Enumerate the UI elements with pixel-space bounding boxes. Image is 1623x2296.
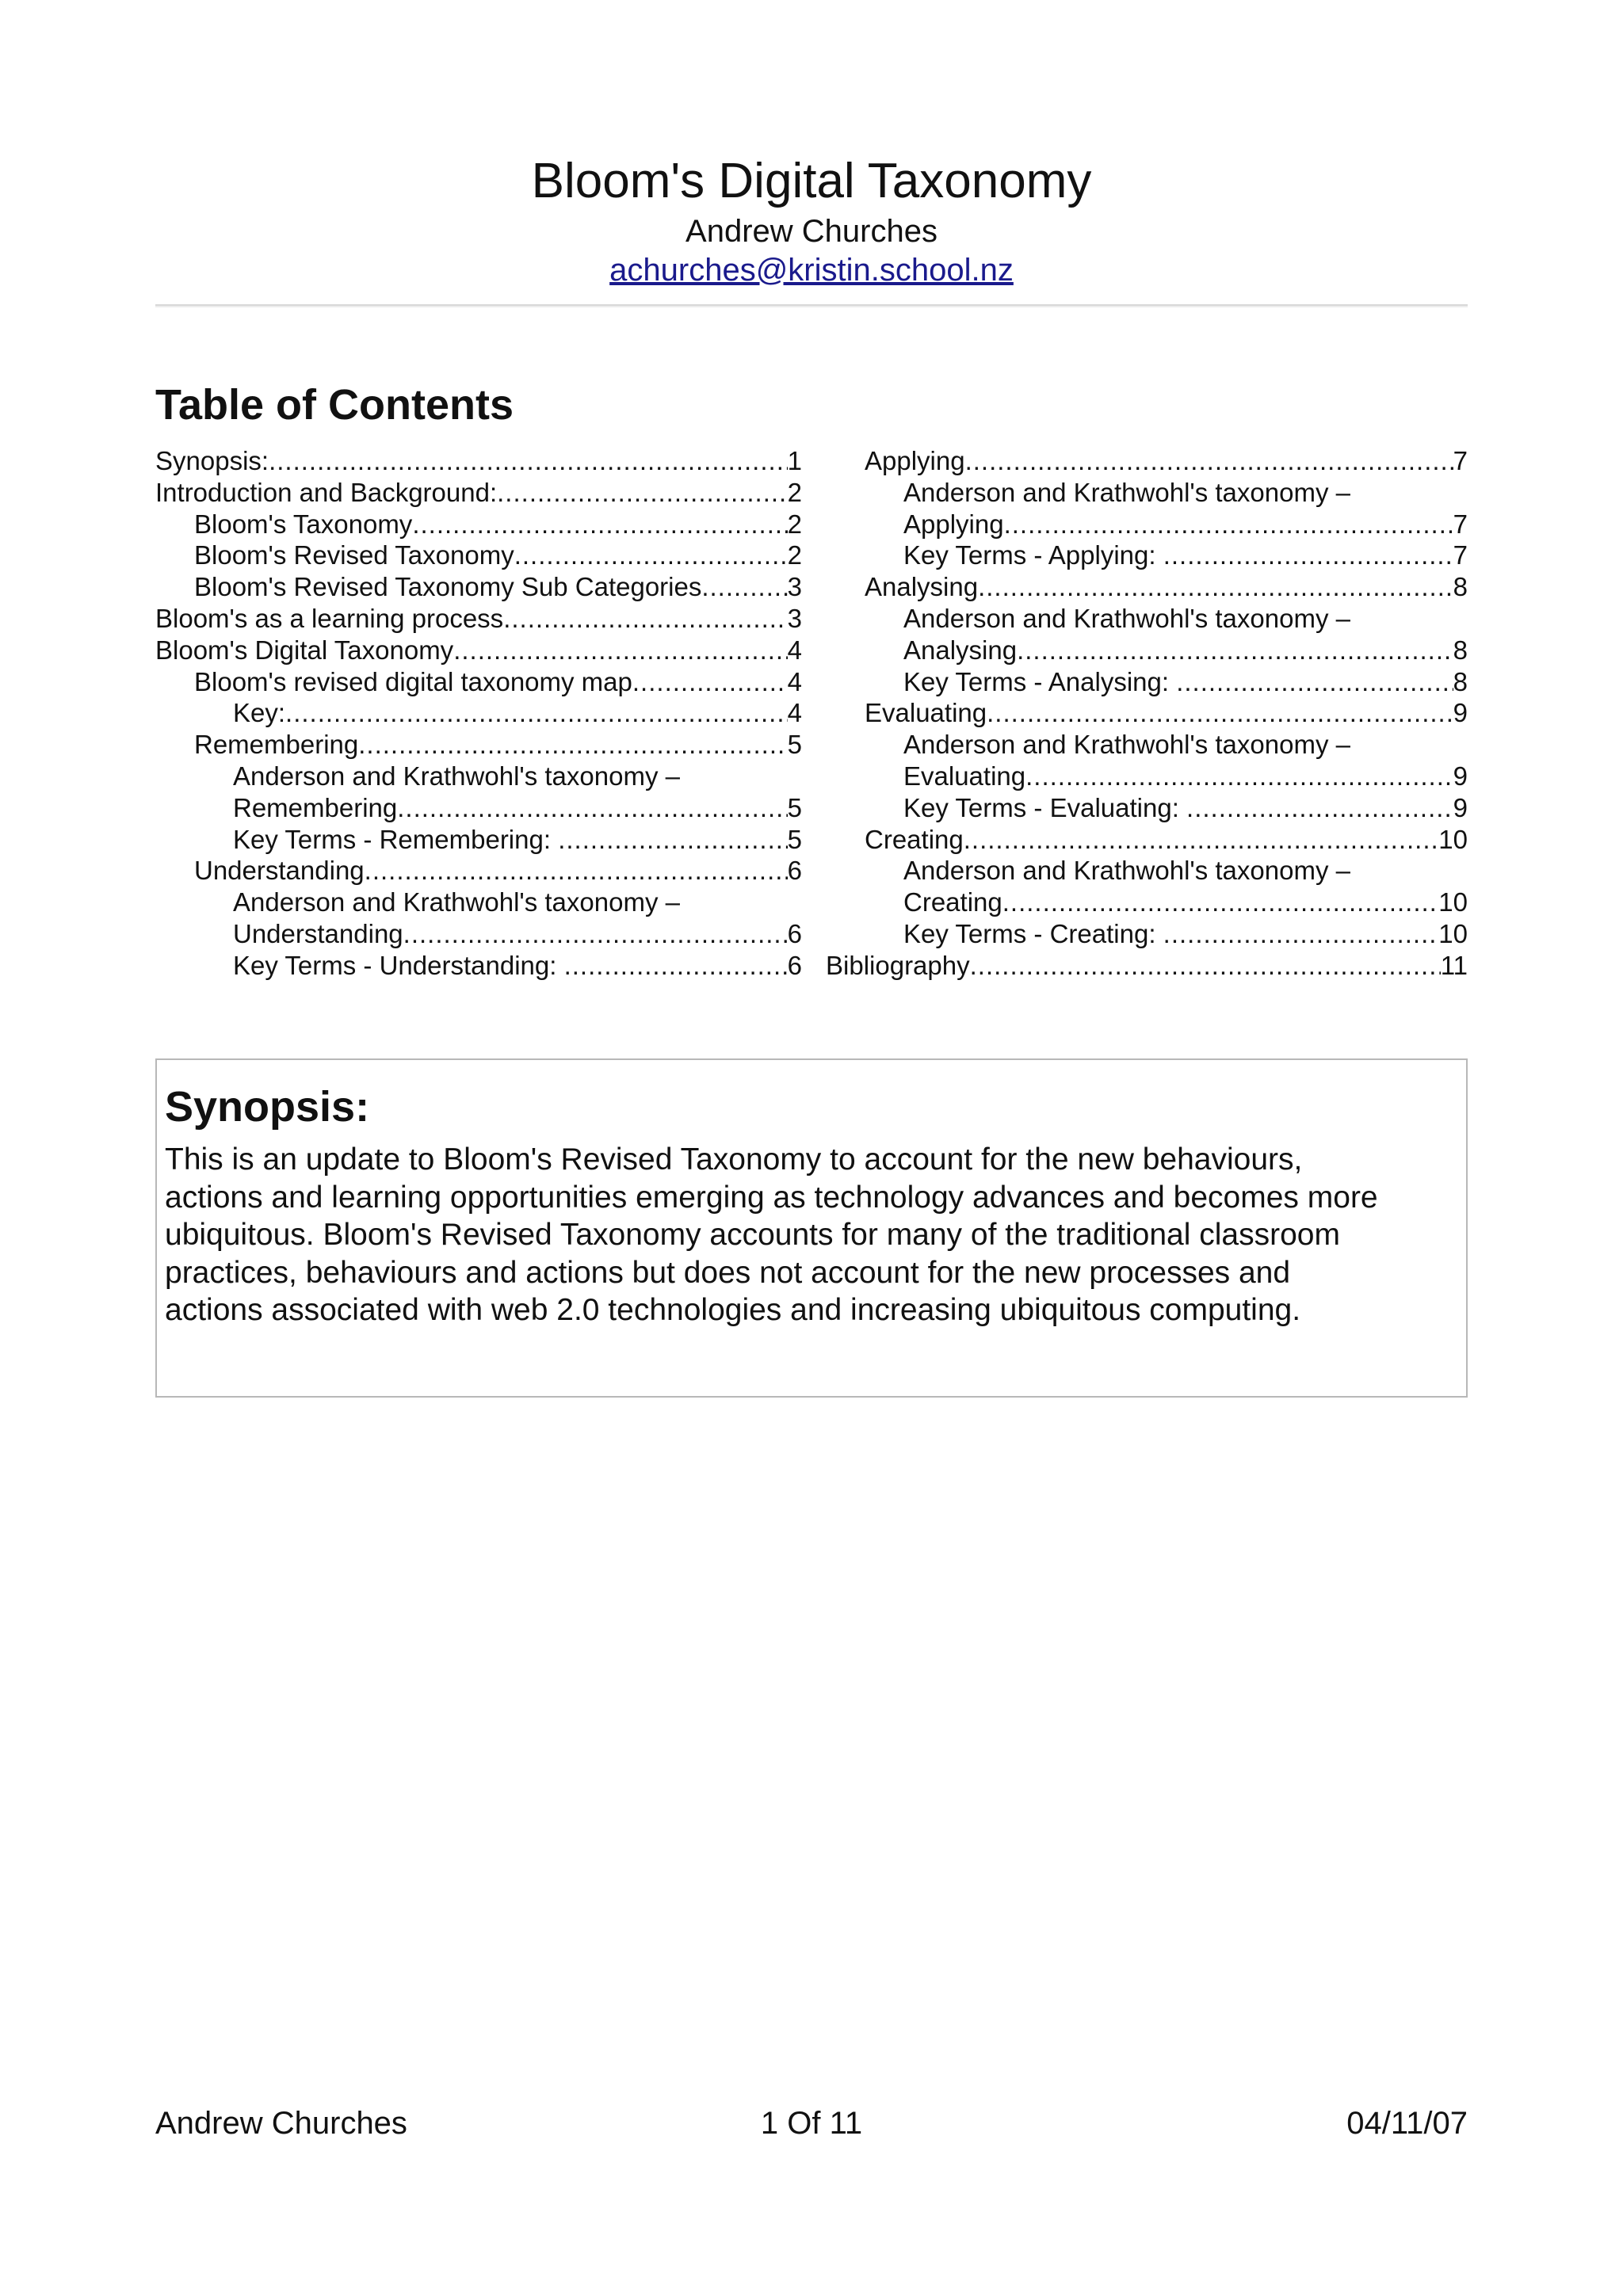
toc-leader [1163, 918, 1439, 950]
toc-leader [1002, 887, 1439, 918]
toc-entry[interactable] [826, 824, 1468, 856]
toc-leader [964, 824, 1439, 856]
toc-leader [564, 950, 788, 982]
toc-entry[interactable] [155, 697, 802, 729]
toc-entry-label: Understanding [233, 918, 403, 948]
toc-page-number: 7 [1453, 509, 1468, 539]
toc-page-number: 6 [787, 950, 802, 980]
toc-entry[interactable] [155, 729, 802, 761]
synopsis-line: practices, behaviours and actions but does not account for the new processes and [165, 1255, 1291, 1290]
toc-entry-label: Introduction and Background: [155, 477, 498, 507]
toc-leader [412, 509, 787, 540]
toc-entry-label: Key Terms - Understanding: [233, 950, 564, 980]
toc-page-number: 6 [787, 918, 802, 948]
toc-page-number: 5 [787, 824, 802, 854]
toc-page-number: 9 [1453, 698, 1468, 728]
toc-page-number: 6 [787, 856, 802, 886]
toc-leader [514, 540, 788, 571]
toc-leader [397, 792, 787, 824]
toc-entry-label: Creating [865, 824, 964, 854]
toc-page-number: 7 [1453, 540, 1468, 570]
synopsis-line: actions associated with web 2.0 technologies and increasing ubiquitous computing. [165, 1293, 1301, 1327]
toc-page-number: 9 [1453, 792, 1468, 822]
toc-entry[interactable] [155, 445, 802, 477]
toc-leader [978, 571, 1453, 603]
toc-entry[interactable] [155, 666, 802, 698]
toc-entry[interactable] [826, 635, 1468, 666]
author-name: Andrew Churches [685, 214, 938, 249]
toc-entry-label: Analysing [865, 572, 979, 602]
toc-page-number: 10 [1438, 824, 1468, 854]
toc-entry[interactable] [155, 635, 802, 666]
toc-entry-label: Bloom's Revised Taxonomy Sub Categories [194, 572, 702, 602]
document-header [155, 151, 1468, 290]
toc-entry[interactable] [155, 792, 802, 824]
toc-entry[interactable] [155, 918, 802, 950]
toc-leader [497, 477, 788, 509]
toc-entry-label: Key Terms - Evaluating: [903, 792, 1187, 822]
toc-heading: Table of Contents [155, 381, 514, 429]
toc-leader [1004, 509, 1453, 540]
toc-entry-label[interactable]: Anderson and Krathwohl's taxonomy – [903, 856, 1350, 886]
toc-entry[interactable] [826, 666, 1468, 698]
toc-leader [970, 950, 1441, 982]
toc-leader [1163, 540, 1453, 571]
toc-entry-label: Remembering [194, 730, 359, 760]
toc-leader [365, 855, 788, 887]
toc-entry-label: Bloom's as a learning process [155, 603, 504, 633]
toc-leader [1017, 635, 1453, 666]
toc-page-number: 11 [1440, 950, 1468, 980]
toc-entry-label: Key Terms - Creating: [903, 918, 1163, 948]
toc-leader [701, 571, 787, 603]
toc-entry-label[interactable]: Anderson and Krathwohl's taxonomy – [903, 730, 1350, 760]
toc-page-number: 5 [787, 792, 802, 822]
toc-page-number: 9 [1453, 761, 1468, 791]
toc-left-column [155, 445, 802, 982]
toc-leader [965, 445, 1453, 477]
toc-entry-label[interactable]: Anderson and Krathwohl's taxonomy – [233, 761, 680, 791]
toc-entry[interactable] [155, 824, 802, 856]
toc-leader [403, 918, 788, 950]
toc-entry[interactable] [826, 918, 1468, 950]
toc-entry[interactable] [155, 540, 802, 571]
footer-author: Andrew Churches [155, 2106, 407, 2141]
toc-leader [1186, 792, 1453, 824]
synopsis-heading: Synopsis: [165, 1083, 370, 1131]
toc-page-number: 2 [787, 540, 802, 570]
synopsis-line: This is an update to Bloom's Revised Taxonomy to account for the new behaviours, [165, 1142, 1303, 1177]
toc-entry-label[interactable]: Anderson and Krathwohl's taxonomy – [903, 603, 1350, 633]
toc-leader [358, 729, 787, 761]
toc-leader [503, 603, 787, 635]
toc-page-number: 7 [1453, 446, 1468, 475]
footer-page-number: 1 Of 11 [760, 2106, 863, 2141]
toc-entry-label: Understanding [194, 856, 365, 886]
toc-page-number: 8 [1453, 666, 1468, 696]
toc-entry[interactable] [826, 761, 1468, 792]
toc-leader [1025, 761, 1453, 792]
toc-page-number: 5 [787, 730, 802, 760]
toc-entry[interactable] [826, 887, 1468, 918]
toc-page-number: 4 [787, 666, 802, 696]
toc-entry[interactable] [155, 477, 802, 509]
toc-leader [453, 635, 787, 666]
toc-entry[interactable] [826, 445, 1468, 477]
toc-page-number: 2 [787, 509, 802, 539]
toc-entry[interactable] [155, 950, 802, 982]
toc-entry[interactable] [155, 855, 802, 887]
toc-entry-label: Key Terms - Analysing: [903, 666, 1177, 696]
toc-entry-label: Bloom's Digital Taxonomy [155, 635, 454, 665]
synopsis-line: actions and learning opportunities emerging as technology advances and becomes more [165, 1180, 1378, 1215]
toc-entry[interactable] [826, 697, 1468, 729]
document-title: Bloom's Digital Taxonomy [531, 154, 1092, 208]
toc-entry[interactable] [826, 571, 1468, 603]
toc-entry-label: Key: [233, 698, 286, 728]
toc-entry-label: Key Terms - Applying: [903, 540, 1163, 570]
toc-entry-label: Creating [903, 887, 1002, 917]
toc-entry-label: Synopsis: [155, 446, 269, 475]
synopsis-box [155, 1058, 1468, 1398]
toc-right-column [826, 445, 1468, 982]
toc-entry[interactable] [155, 509, 802, 540]
toc-entry-label: Remembering [233, 792, 398, 822]
footer-date: 04/11/07 [1346, 2106, 1468, 2141]
toc-page-number: 3 [787, 603, 802, 633]
author-email-link[interactable]: achurches@kristin.school.nz [609, 253, 1014, 288]
toc-entry-label: Evaluating [903, 761, 1026, 791]
toc-entry-label: Applying [903, 509, 1004, 539]
synopsis-text [165, 1141, 1458, 1329]
toc-leader [558, 824, 787, 856]
toc-page-number: 1 [787, 446, 802, 475]
toc-leader [1176, 666, 1453, 698]
toc-page-number: 4 [787, 698, 802, 728]
toc-entry-label: Applying [865, 446, 965, 475]
toc-entry-label: Key Terms - Remembering: [233, 824, 559, 854]
toc-entry-label[interactable]: Anderson and Krathwohl's taxonomy – [233, 887, 680, 917]
toc-entry-label: Bibliography [826, 950, 970, 980]
toc-leader [269, 445, 788, 477]
toc-page-number: 10 [1438, 887, 1468, 917]
toc-entry[interactable] [826, 950, 1468, 982]
toc-page-number: 8 [1453, 635, 1468, 665]
toc-leader [632, 666, 788, 698]
toc-entry-label: Evaluating [865, 698, 987, 728]
toc-entry[interactable] [155, 603, 802, 635]
toc-entry[interactable] [826, 509, 1468, 540]
toc-page-number: 8 [1453, 572, 1468, 602]
toc-entry-label: Bloom's revised digital taxonomy map [194, 666, 632, 696]
toc-entry-label: Bloom's Revised Taxonomy [194, 540, 514, 570]
toc-entry[interactable] [826, 792, 1468, 824]
toc-entry-label[interactable]: Anderson and Krathwohl's taxonomy – [903, 477, 1350, 507]
toc-entry[interactable] [155, 571, 802, 603]
toc-leader [987, 697, 1453, 729]
toc-page-number: 10 [1438, 918, 1468, 948]
toc-entry-label: Analysing [903, 635, 1018, 665]
toc-entry[interactable] [826, 540, 1468, 571]
toc-page-number: 3 [787, 572, 802, 602]
toc-leader [285, 697, 788, 729]
header-divider [155, 304, 1468, 307]
toc-page-number: 4 [787, 635, 802, 665]
synopsis-line: ubiquitous. Bloom's Revised Taxonomy accounts for many of the traditional classroom [165, 1218, 1340, 1252]
toc-entry-label: Bloom's Taxonomy [194, 509, 413, 539]
toc-page-number: 2 [787, 477, 802, 507]
